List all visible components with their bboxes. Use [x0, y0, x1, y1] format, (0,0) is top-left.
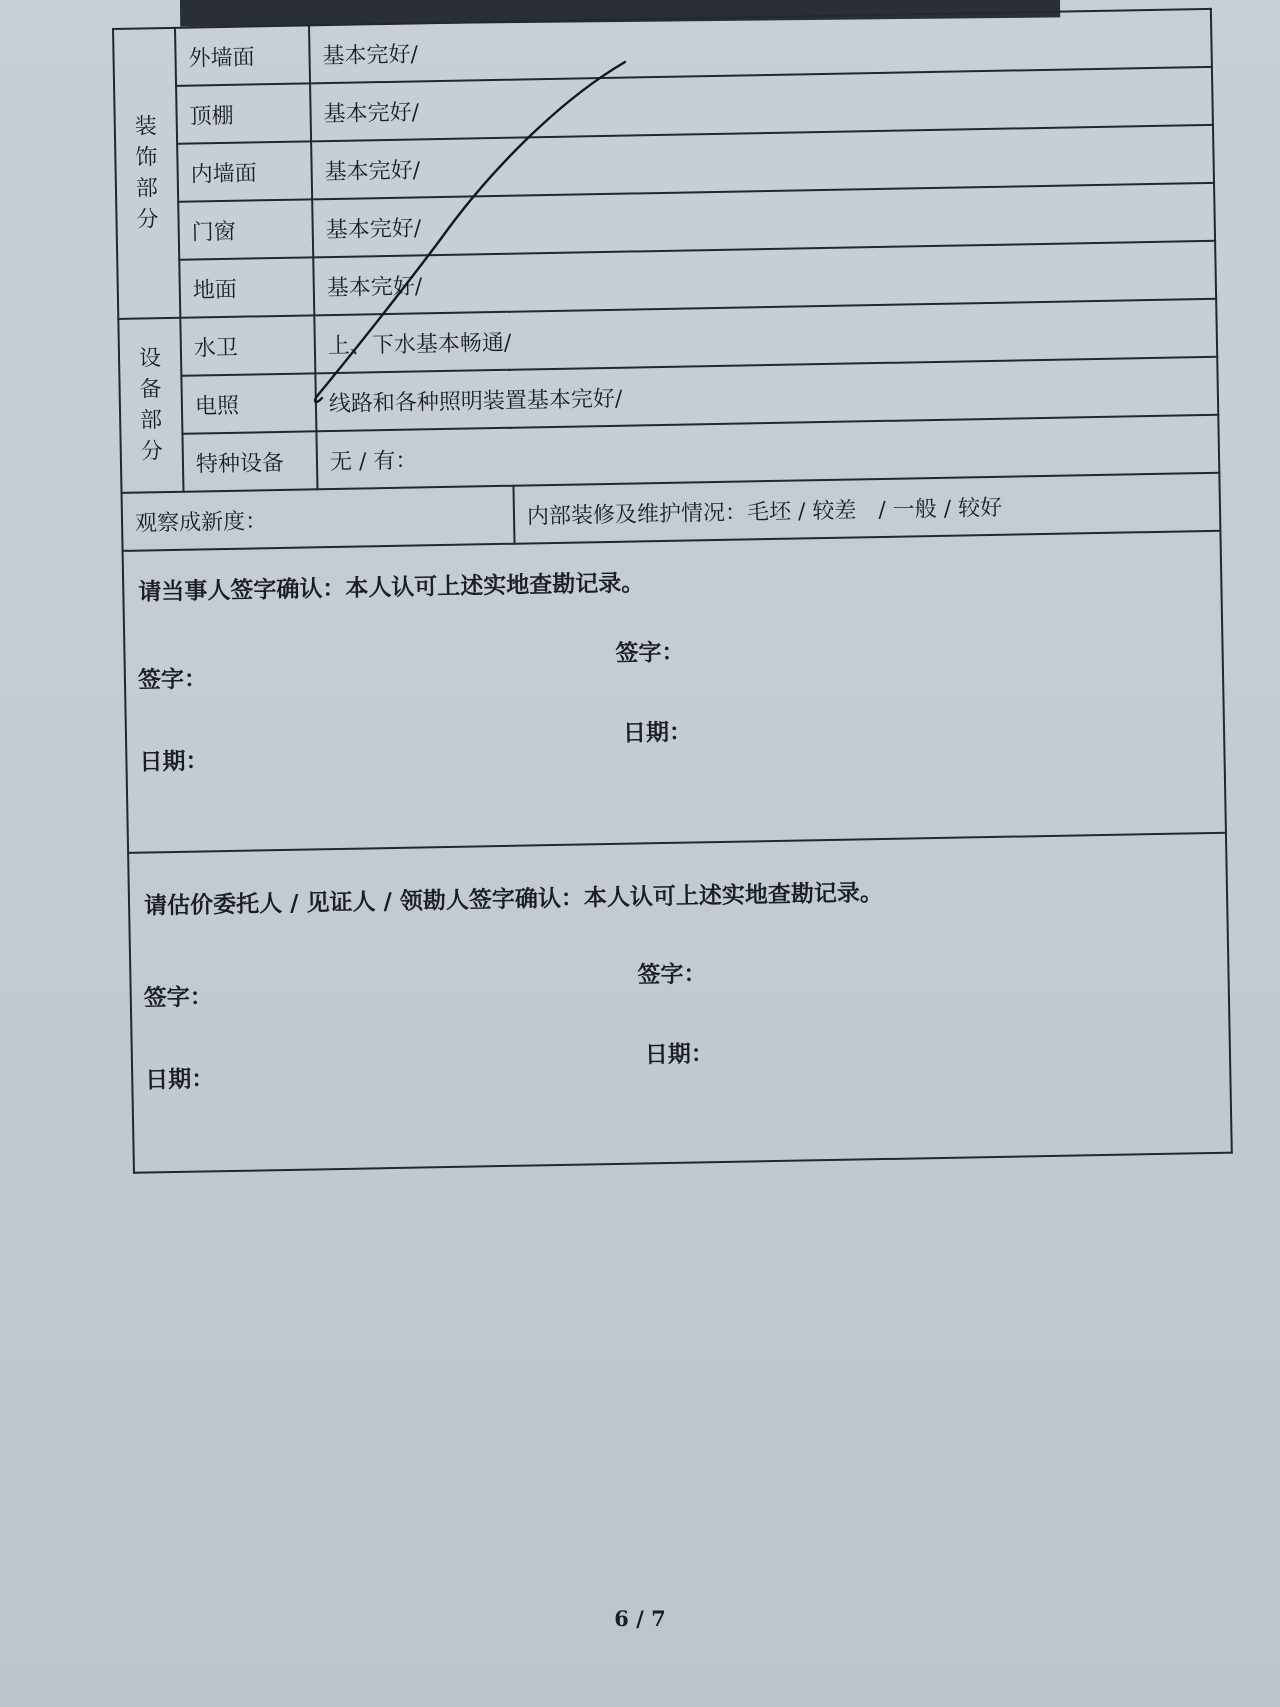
value-doors-windows: 基本完好/ — [312, 183, 1215, 258]
value-lighting: 线路和各种照明装置基本完好/ — [315, 357, 1218, 432]
item-ceiling: 顶棚 — [176, 83, 311, 143]
group-char: 部 — [135, 176, 159, 202]
group-char: 设 — [138, 346, 162, 372]
table-row — [123, 531, 1226, 853]
equipment-group-label — [118, 318, 183, 493]
item-interior-wall: 内墙面 — [177, 141, 312, 201]
value-special-equipment: 无 / 有： — [316, 415, 1219, 490]
value-interior-wall: 基本完好/ — [311, 125, 1214, 200]
client-date-right: 日期： — [644, 1040, 715, 1069]
group-char: 分 — [136, 207, 159, 233]
interior-condition-label: 内部装修及维护情况：毛坯 / 较差 / 一般 / 较好 — [513, 473, 1220, 544]
party-date-right: 日期： — [622, 718, 693, 747]
item-plumbing: 水卫 — [180, 315, 315, 375]
newness-label: 观察成新度： — [122, 486, 515, 551]
item-doors-windows: 门窗 — [178, 199, 313, 259]
party-sign-right: 签字： — [615, 638, 685, 667]
table-row — [128, 833, 1232, 1173]
item-exterior-wall: 外墙面 — [175, 25, 310, 85]
decoration-group-label — [113, 28, 180, 319]
group-char: 分 — [140, 439, 164, 465]
party-sign-left: 签字： — [137, 665, 208, 694]
group-char: 备 — [139, 377, 162, 403]
client-sign-right: 签字： — [637, 960, 707, 989]
party-sign-title: 请当事人签字确认：本人认可上述实地查勘记录。 — [138, 569, 645, 606]
inspection-table — [112, 8, 1233, 1174]
client-sign-block — [128, 833, 1232, 1173]
group-char: 饰 — [135, 145, 158, 171]
value-exterior-wall: 基本完好/ — [309, 9, 1212, 84]
page-number: 6 / 7 — [614, 1606, 666, 1631]
item-special-equipment: 特种设备 — [182, 431, 317, 491]
item-lighting: 电照 — [181, 373, 316, 433]
value-plumbing: 上、下水基本畅通/ — [314, 299, 1217, 374]
client-sign-title: 请估价委托人 / 见证人 / 领勘人签字确认：本人认可上述实地查勘记录。 — [143, 879, 884, 920]
client-sign-left: 签字： — [143, 983, 214, 1012]
value-ceiling: 基本完好/ — [310, 67, 1213, 142]
group-char: 部 — [139, 408, 163, 434]
inspection-form — [112, 8, 1232, 1148]
party-date-left: 日期： — [139, 747, 209, 776]
item-floor: 地面 — [179, 257, 314, 317]
group-char: 装 — [134, 114, 158, 140]
party-sign-block — [123, 531, 1226, 853]
client-date-left: 日期： — [145, 1065, 215, 1094]
value-floor: 基本完好/ — [313, 241, 1216, 316]
